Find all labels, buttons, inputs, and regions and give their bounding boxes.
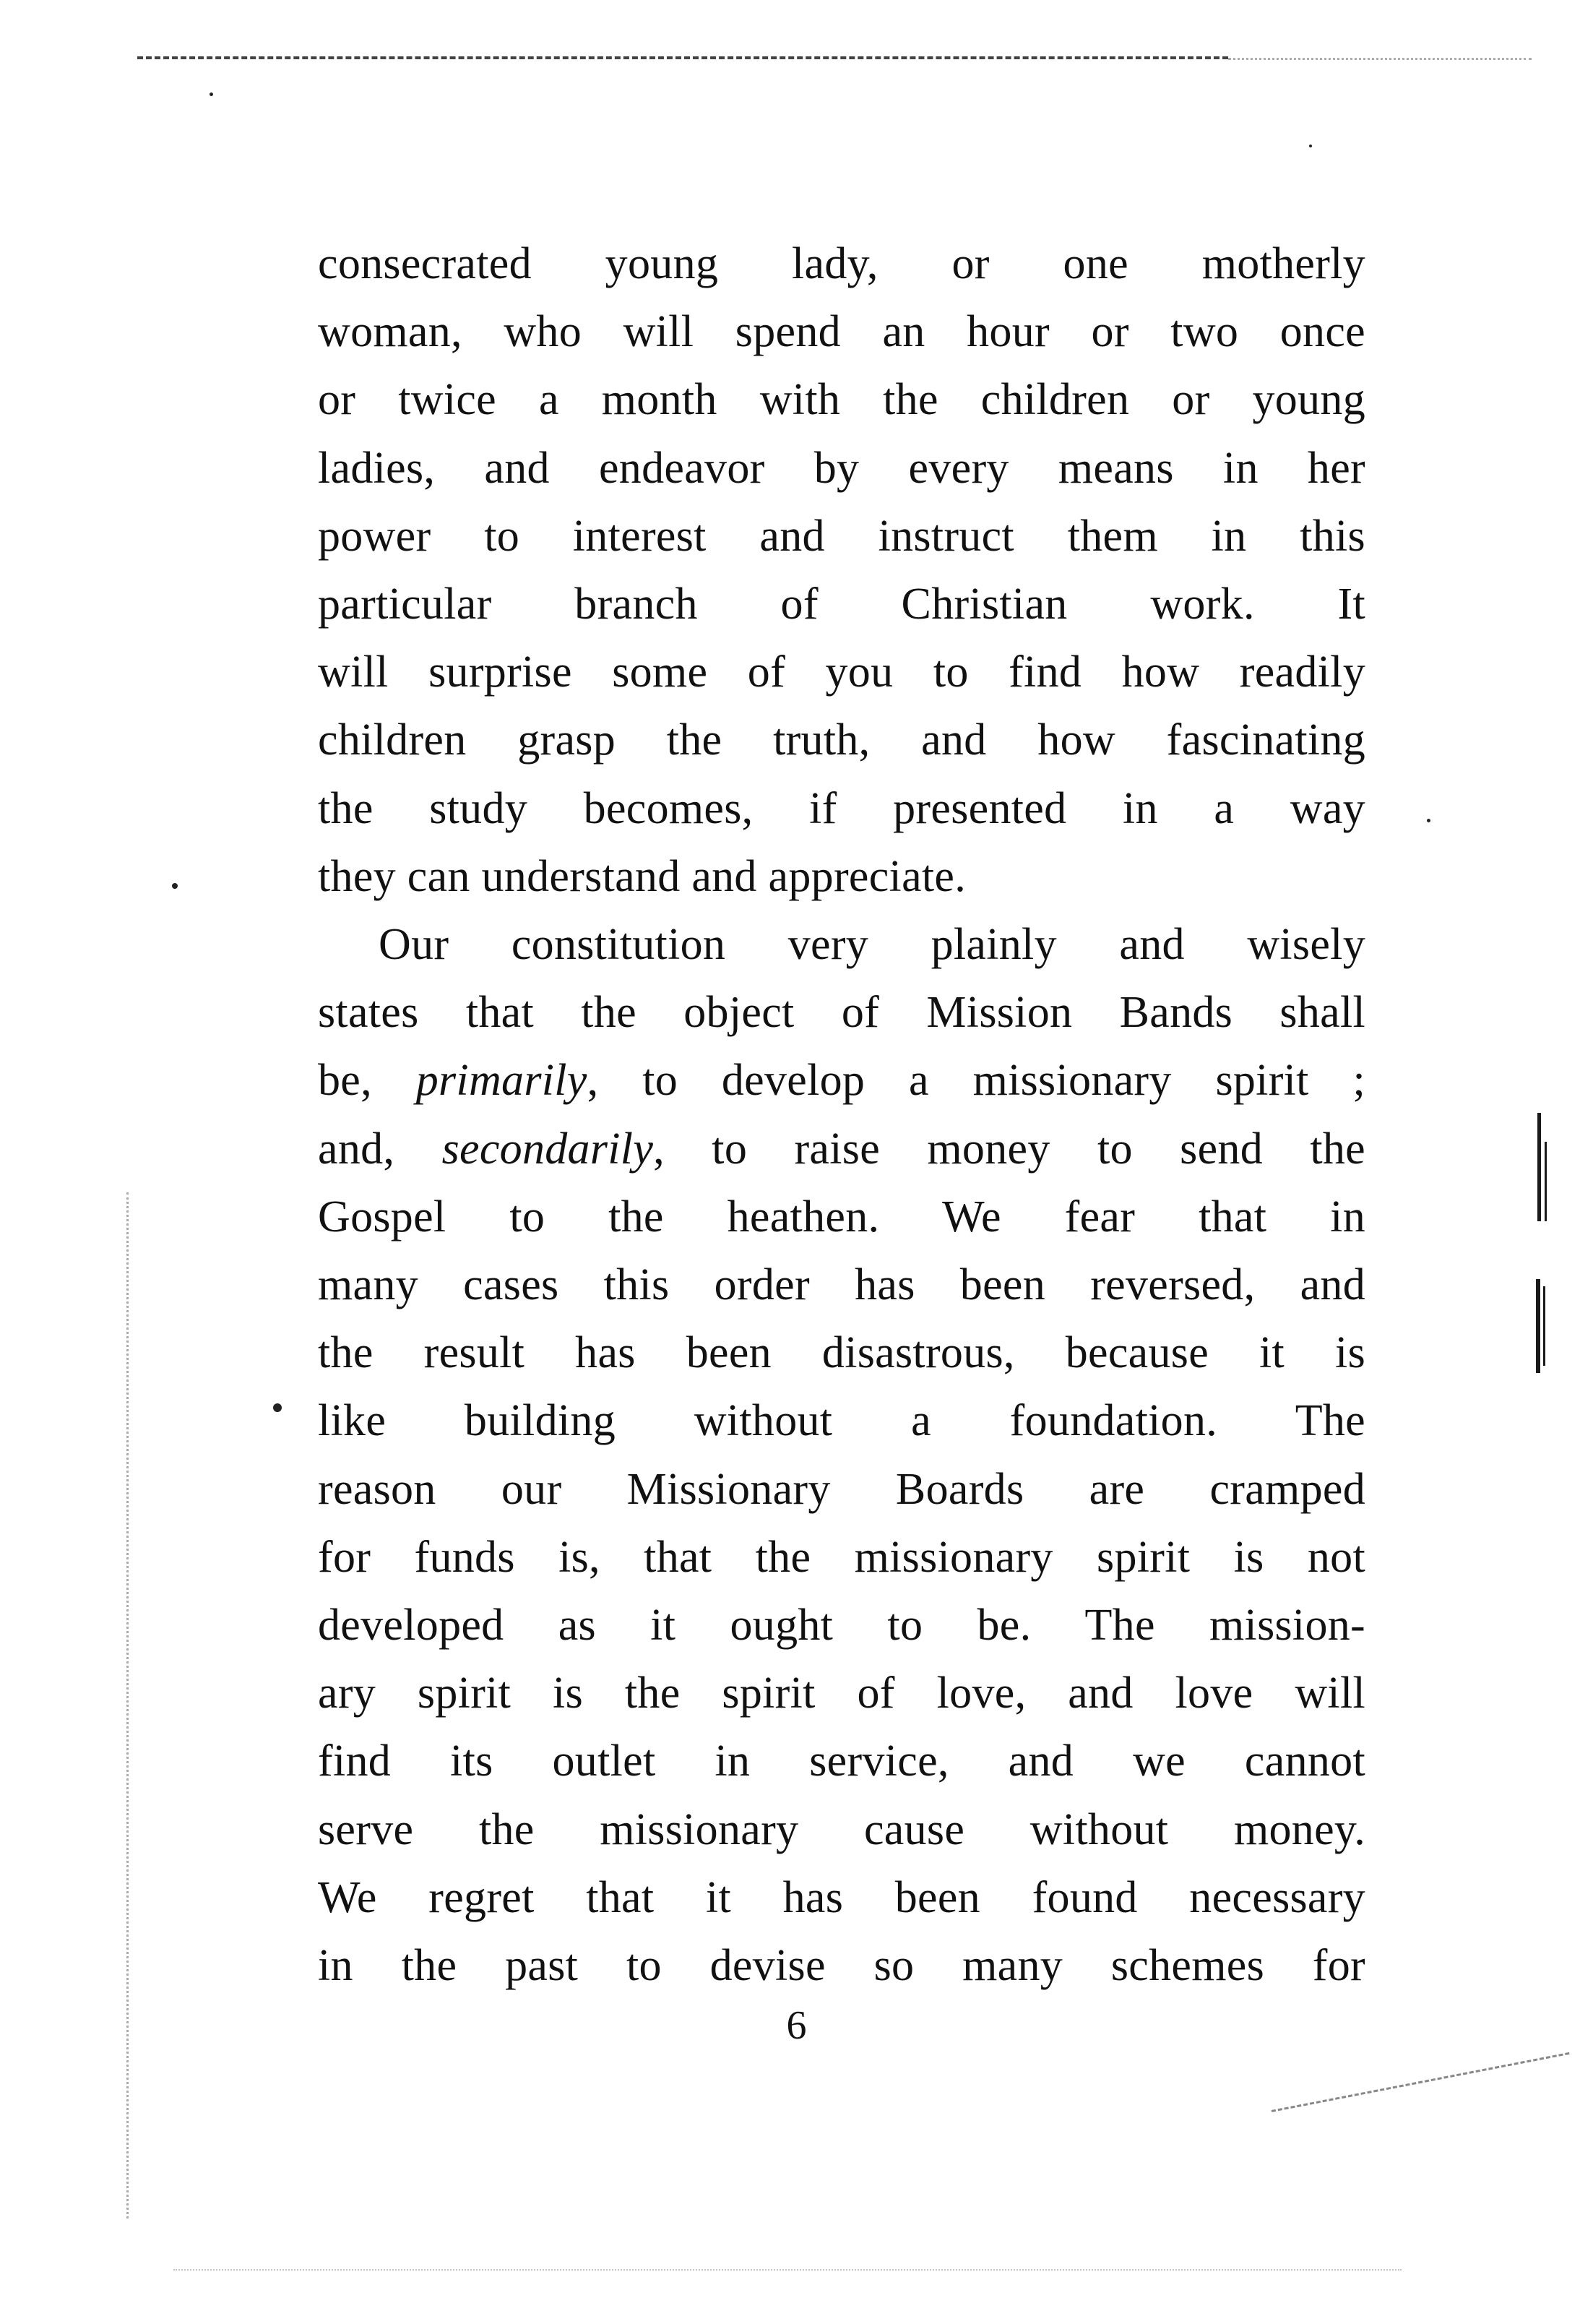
text-line: power to interest and instruct them in this (318, 511, 1365, 561)
text-line: the result has been disastrous, because it is (318, 1328, 1365, 1378)
text-line: find its outlet in service, and we cannot (318, 1736, 1365, 1786)
line-text: , to develop a missionary spirit ; (587, 1056, 1366, 1106)
text-line: particular branch of Christian work. It (318, 580, 1365, 629)
top-rule-faint (1228, 58, 1532, 60)
bottom-scan-marks (173, 2269, 1402, 2271)
text-line: We regret that it has been found necessary (318, 1872, 1365, 1922)
scan-speck (172, 883, 178, 889)
paragraph-end-line: they can understand and appreciate. (318, 851, 967, 901)
text-line: states that the object of Mission Bands shall (318, 988, 1365, 1038)
text-line: woman, who will spend an hour or two once (318, 307, 1365, 357)
text-line: serve the missionary cause without money. (318, 1804, 1365, 1854)
scan-speck (210, 92, 213, 96)
scan-speck (1309, 145, 1312, 147)
text-line: the study becomes, if presented in a way (318, 783, 1365, 833)
text-line: consecrated young lady, or one motherly (318, 239, 1365, 288)
text-line: ary spirit is the spirit of love, and love will (318, 1669, 1365, 1718)
margin-scan-marks (126, 1192, 129, 2218)
text-line: in the past to devise so many schemes for (318, 1941, 1365, 1991)
body-text (318, 230, 1365, 2000)
text-line: reason our Missionary Boards are cramped (318, 1464, 1365, 1514)
line-text: , to raise money to send the (653, 1124, 1365, 1174)
emphasis-primarily: primarily (415, 1056, 587, 1106)
text-line: ladies, and endeavor by every means in her (318, 443, 1365, 493)
text-line: children grasp the truth, and how fascinating (318, 715, 1365, 765)
top-rule (137, 56, 1228, 59)
page-number: 6 (786, 2003, 807, 2048)
text-line: for funds is, that the missionary spirit is not (318, 1532, 1365, 1582)
paragraph-start-line: Our constitution very plainly and wisely (379, 920, 1365, 970)
binding-marks (1532, 1113, 1560, 1373)
text-line: developed as it ought to be. The mission- (318, 1601, 1365, 1651)
text-line-with-emphasis (318, 1046, 1365, 1114)
text-line: Gospel to the heathen. We fear that in (318, 1192, 1365, 1241)
emphasis-secondarily: secondarily (441, 1124, 654, 1174)
text-line: like building without a foundation. The (318, 1396, 1365, 1446)
text-line-with-emphasis (318, 1115, 1365, 1183)
scan-speck (273, 1403, 282, 1412)
scan-streak (1272, 2052, 1570, 2112)
text-line: will surprise some of you to find how readily (318, 647, 1365, 697)
line-text: be, (318, 1056, 416, 1106)
scan-speck (1427, 819, 1430, 822)
line-text: and, (318, 1124, 442, 1174)
text-line: many cases this order has been reversed, and (318, 1260, 1365, 1310)
text-line: or twice a month with the children or young (318, 375, 1365, 425)
